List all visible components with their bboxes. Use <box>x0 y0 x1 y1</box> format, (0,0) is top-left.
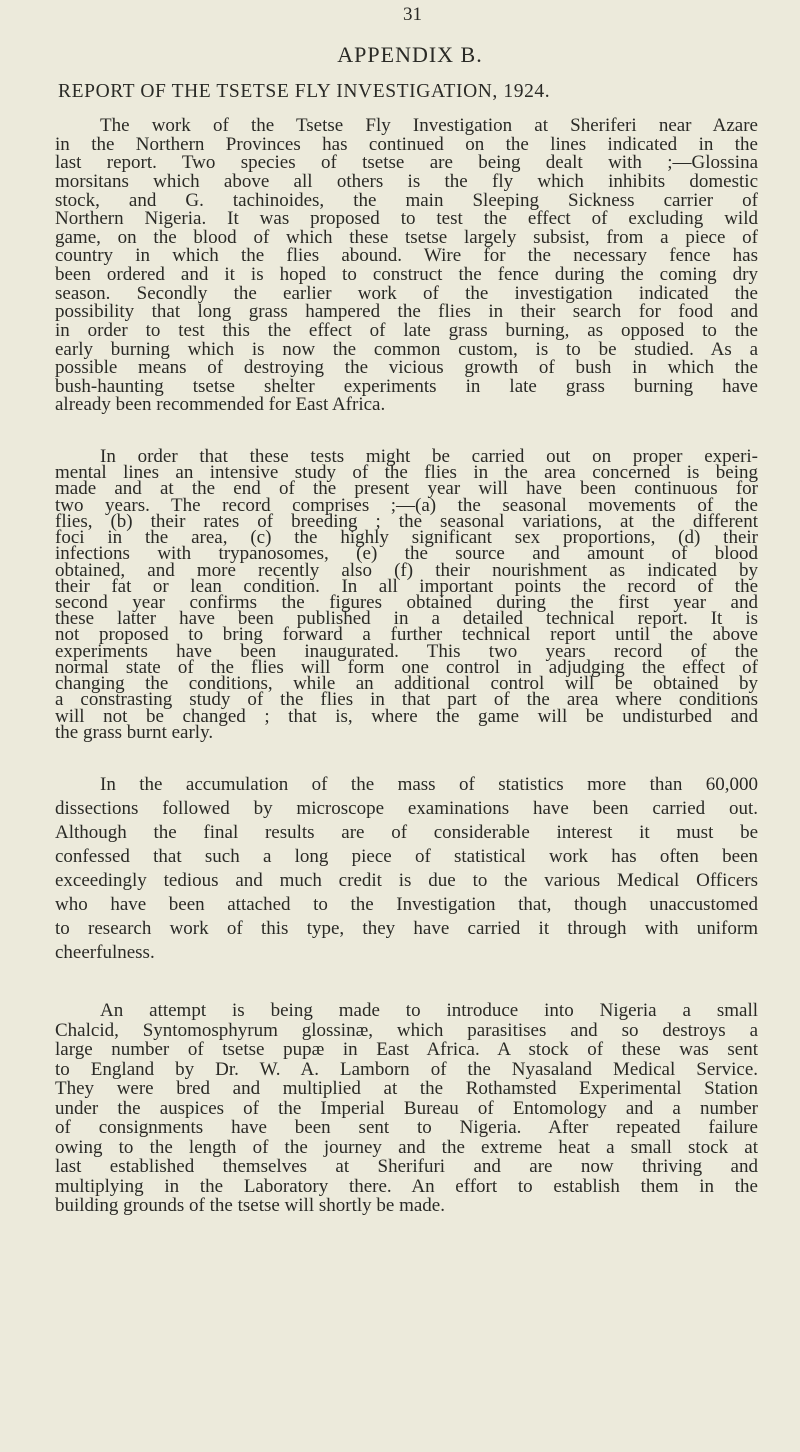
text-line: cheerfulness. <box>55 942 155 963</box>
text-line: Northern Nigeria. It was proposed to test the effect of excluding wild <box>55 208 758 230</box>
paragraph-chalcid-parasite <box>55 1001 758 1216</box>
text-line: in order to test this the effect of late grass burning, as opposed to the <box>55 319 758 341</box>
text-line: morsitans which above all others is the fly which inhibits domestic <box>55 170 758 192</box>
text-line: been ordered and it is hoped to construct the fence during the coming dry <box>55 264 758 285</box>
text-line: the grass burnt early. <box>55 721 214 743</box>
paragraph-statistics <box>55 773 758 965</box>
text-line: two years. The record comprises ;—(a) the seasonal movements of the <box>55 494 758 516</box>
text-line: game, on the blood of which these tsetse largely subsist, from a piece of <box>55 226 758 248</box>
page-number: 31 <box>403 4 422 25</box>
text-line: exceedingly tedious and much credit is due to the various Medical Officers <box>55 870 758 891</box>
text-line: changing the conditions, while an additional control will be obtained by <box>55 673 758 695</box>
text-line: An attempt is being made to introduce into Nigeria a small <box>100 1000 758 1021</box>
text-line: under the auspices of the Imperial Bureau of Entomology and a number <box>55 1097 758 1119</box>
text-line: large number of tsetse pupæ in East Africa. A stock of these was sent <box>55 1039 758 1061</box>
report-title: REPORT OF THE TSETSE FLY INVESTIGATION, 1924. <box>58 81 551 102</box>
text-line: possibility that long grass hampered the flies in their search for food and <box>55 301 758 323</box>
text-line: possible means of destroying the vicious growth of bush in which the <box>55 357 758 379</box>
text-line: season. Secondly the earlier work of the investigation indicated the <box>55 282 758 304</box>
text-line: a constrasting study of the flies in that part of the area where conditions <box>55 689 758 711</box>
text-line: bush-haunting tsetse shelter experiments in late grass burning have <box>55 375 758 397</box>
text-line: normal state of the flies will form one control in adjudging the effect of <box>55 656 758 678</box>
text-line: In order that these tests might be carried out on proper experi- <box>100 446 758 467</box>
text-line: building grounds of the tsetse will shortly be made. <box>55 1195 445 1217</box>
text-line: last report. Two species of tsetse are being dealt with ;—Glossina <box>55 152 758 174</box>
text-line: mental lines an intensive study of the flies in the area concerned is being <box>55 462 758 484</box>
text-line: They were bred and multiplied at the Rothamsted Experimental Station <box>55 1078 758 1100</box>
text-line: obtained, and more recently also (f) their nourishment as indicated by <box>55 559 758 581</box>
text-line: multiplying in the Laboratory there. An effort to establish them in the <box>55 1175 758 1197</box>
text-line: of consignments have been sent to Nigeria. After repeated failure <box>55 1117 758 1139</box>
appendix-heading: APPENDIX B. <box>337 42 483 67</box>
text-line: Chalcid, Syntomosphyrum glossinæ, which parasitises and so destroys a <box>55 1019 758 1041</box>
text-line: last established themselves at Sherifuri and are now thriving and <box>55 1156 758 1178</box>
text-line: The work of the Tsetse Fly Investigation at Sheriferi near Azare <box>100 115 758 136</box>
text-line: in the Northern Provinces has continued on the lines indicated in the <box>55 133 758 155</box>
text-line: these latter have been published in a detailed technical report. It is <box>55 608 758 630</box>
text-line: early burning which is now the common custom, is to be studied. As a <box>55 338 758 360</box>
text-line: country in which the flies abound. Wire for the necessary fence has <box>55 245 758 267</box>
text-line: stock, and G. tachinoides, the main Sleeping Sickness carrier of <box>55 189 758 211</box>
text-line: made and at the end of the present year will have been continuous for <box>55 478 758 500</box>
text-line: already been recommended for East Africa. <box>55 394 386 416</box>
text-line: Although the final results are of considerable interest it must be <box>55 822 758 843</box>
paragraph-intensive-study <box>55 446 758 743</box>
text-line: not proposed to bring forward a further technical report until the above <box>55 624 758 646</box>
text-line: second year confirms the figures obtained during the first year and <box>55 591 758 613</box>
text-line: foci in the area, (c) the highly significant sex proportions, (d) their <box>55 527 758 549</box>
text-line: to research work of this type, they have carried it through with uniform <box>55 918 758 939</box>
paragraph-fence-experiment <box>55 117 758 415</box>
text-line: owing to the length of the journey and the extreme heat a small stock at <box>55 1136 758 1158</box>
text-line: dissections followed by microscope examinations have been carried out. <box>55 798 758 819</box>
text-line: to England by Dr. W. A. Lamborn of the Nyasaland Medical Service. <box>55 1058 758 1080</box>
text-line: flies, (b) their rates of breeding ; the seasonal variations, at the different <box>55 510 758 532</box>
text-line: In the accumulation of the mass of statistics more than 60,000 <box>100 774 758 795</box>
text-line: who have been attached to the Investigation that, though unaccustomed <box>55 894 758 915</box>
text-line: infections with trypanosomes, (e) the source and amount of blood <box>55 543 758 565</box>
text-line: experiments have been inaugurated. This two years record of the <box>55 640 758 662</box>
text-line: their fat or lean condition. In all important points the record of the <box>55 575 758 597</box>
text-line: will not be changed ; that is, where the game will be undisturbed and <box>55 705 758 727</box>
text-line: confessed that such a long piece of statistical work has often been <box>55 846 758 867</box>
